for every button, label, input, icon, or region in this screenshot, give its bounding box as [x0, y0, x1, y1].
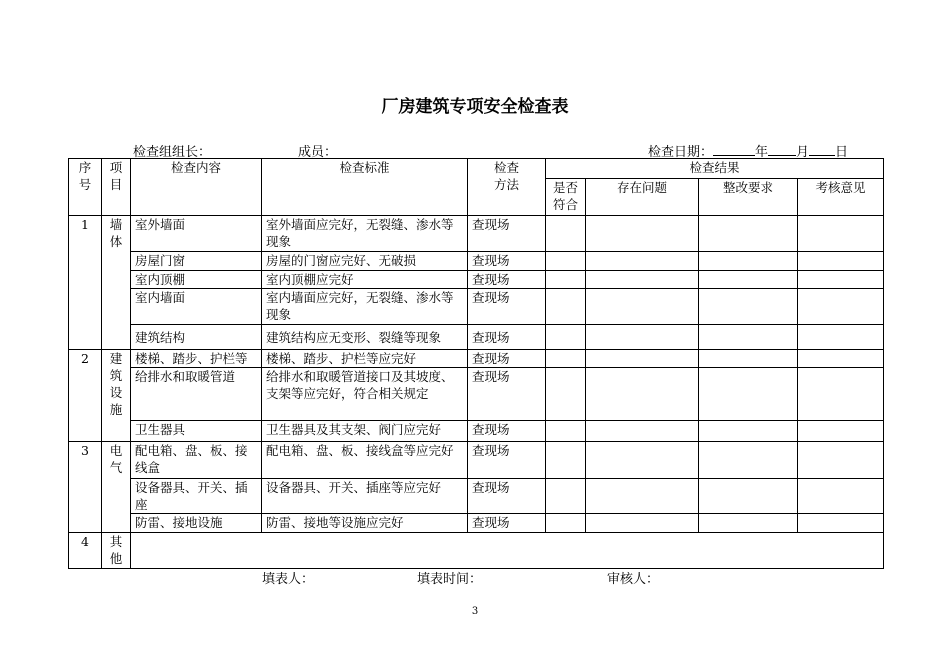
- table-row: [69, 514, 884, 533]
- check-content: 楼梯、踏步、护栏等: [131, 350, 262, 368]
- check-standard: 建筑结构应无变形、裂缝等现象: [262, 325, 468, 350]
- check-standard: 楼梯、踏步、护栏等应完好: [262, 350, 468, 368]
- rectify-cell[interactable]: [699, 479, 798, 514]
- col-header-rectify: 整改要求: [699, 179, 798, 216]
- opinion-cell[interactable]: [798, 252, 884, 271]
- check-standard: 房屋的门窗应完好、无破损: [262, 252, 468, 271]
- col-header-result: 检查结果: [546, 159, 884, 179]
- conform-cell[interactable]: [546, 216, 586, 252]
- col-header-content: 检查内容: [131, 159, 262, 216]
- leader-label: 检查组组长：: [133, 145, 212, 160]
- day-blank: [809, 144, 835, 156]
- month-blank: [768, 144, 796, 156]
- col-header-item: 项目: [102, 159, 131, 216]
- check-method: 查现场: [468, 368, 546, 421]
- problem-cell[interactable]: [586, 442, 699, 479]
- conform-cell[interactable]: [546, 421, 586, 442]
- check-method: 查现场: [468, 479, 546, 514]
- check-method: 查现场: [468, 325, 546, 350]
- check-standard: 设备器具、开关、插座等应完好: [262, 479, 468, 514]
- check-standard: 室外墙面应完好，无裂缝、渗水等现象: [262, 216, 468, 252]
- table-row: [69, 368, 884, 421]
- conform-cell[interactable]: [546, 442, 586, 479]
- table-row: [69, 442, 884, 479]
- opinion-cell[interactable]: [798, 350, 884, 368]
- col-header-method: 检查方法: [468, 159, 546, 216]
- conform-cell[interactable]: [546, 514, 586, 533]
- rectify-cell[interactable]: [699, 421, 798, 442]
- document-title: 厂房建筑专项安全检查表: [381, 97, 569, 117]
- problem-cell[interactable]: [586, 421, 699, 442]
- check-content: 卫生器具: [131, 421, 262, 442]
- check-method: 查现场: [468, 421, 546, 442]
- check-standard: 室内顶棚应完好: [262, 271, 468, 289]
- rectify-cell[interactable]: [699, 271, 798, 289]
- check-method: 查现场: [468, 350, 546, 368]
- conform-cell[interactable]: [546, 289, 586, 325]
- month-label: 月: [796, 145, 810, 160]
- date-label: 检查日期：: [648, 145, 714, 160]
- problem-cell[interactable]: [586, 271, 699, 289]
- check-content: 给排水和取暖管道: [131, 368, 262, 421]
- day-label: 日: [835, 145, 849, 160]
- opinion-cell[interactable]: [798, 289, 884, 325]
- inspection-table: [68, 158, 884, 569]
- rectify-cell[interactable]: [699, 216, 798, 252]
- group-seq: 4: [69, 533, 102, 569]
- table-row: [69, 421, 884, 442]
- rectify-cell[interactable]: [699, 442, 798, 479]
- group-item: 建筑设施: [102, 350, 131, 442]
- table-row: [69, 216, 884, 252]
- conform-cell[interactable]: [546, 368, 586, 421]
- check-content: 室内墙面: [131, 289, 262, 325]
- table-row: [69, 533, 884, 569]
- group-seq: 2: [69, 350, 102, 442]
- check-method: 查现场: [468, 252, 546, 271]
- group-item: 墙体: [102, 216, 131, 350]
- check-standard: 防雷、接地等设施应完好: [262, 514, 468, 533]
- rectify-cell[interactable]: [699, 325, 798, 350]
- check-content: 配电箱、盘、板、接线盒: [131, 442, 262, 479]
- year-label: 年: [755, 145, 769, 160]
- table-row: [69, 252, 884, 271]
- filler-label: 填表人：: [262, 572, 315, 587]
- check-content: 建筑结构: [131, 325, 262, 350]
- opinion-cell[interactable]: [798, 325, 884, 350]
- problem-cell[interactable]: [586, 368, 699, 421]
- opinion-cell[interactable]: [798, 479, 884, 514]
- problem-cell[interactable]: [586, 514, 699, 533]
- table-row: [69, 289, 884, 325]
- opinion-cell[interactable]: [798, 514, 884, 533]
- opinion-cell[interactable]: [798, 216, 884, 252]
- problem-cell[interactable]: [586, 289, 699, 325]
- problem-cell[interactable]: [586, 252, 699, 271]
- problem-cell[interactable]: [586, 216, 699, 252]
- reviewer-label: 审核人：: [607, 572, 660, 587]
- group-item: 电气: [102, 442, 131, 533]
- check-standard: 室内墙面应完好，无裂缝、渗水等现象: [262, 289, 468, 325]
- check-content: 设备器具、开关、插座: [131, 479, 262, 514]
- conform-cell[interactable]: [546, 325, 586, 350]
- col-header-standard: 检查标准: [262, 159, 468, 216]
- conform-cell[interactable]: [546, 350, 586, 368]
- check-content: 室外墙面: [131, 216, 262, 252]
- rectify-cell[interactable]: [699, 289, 798, 325]
- rectify-cell[interactable]: [699, 252, 798, 271]
- group-seq: 3: [69, 442, 102, 533]
- opinion-cell[interactable]: [798, 421, 884, 442]
- check-standard: 给排水和取暖管道接口及其坡度、支架等应完好，符合相关规定: [262, 368, 468, 421]
- check-content: 室内顶棚: [131, 271, 262, 289]
- conform-cell[interactable]: [546, 271, 586, 289]
- problem-cell[interactable]: [586, 325, 699, 350]
- opinion-cell[interactable]: [798, 271, 884, 289]
- check-method: 查现场: [468, 216, 546, 252]
- table-row: [69, 271, 884, 289]
- year-blank: [713, 144, 755, 156]
- group-item: 其他: [102, 533, 131, 569]
- page-number: 3: [471, 606, 479, 617]
- check-method: 查现场: [468, 271, 546, 289]
- rectify-cell[interactable]: [699, 368, 798, 421]
- check-content: 防雷、接地设施: [131, 514, 262, 533]
- col-header-conform: 是否符合: [546, 179, 586, 216]
- col-header-opinion: 考核意见: [798, 179, 884, 216]
- members-label: 成员：: [298, 145, 338, 160]
- table-row: [69, 479, 884, 514]
- check-standard: 卫生器具及其支架、阀门应完好: [262, 421, 468, 442]
- check-content: 房屋门窗: [131, 252, 262, 271]
- col-header-seq: 序号: [69, 159, 102, 216]
- table-row: [69, 350, 884, 368]
- fill-time-label: 填表时间：: [417, 572, 483, 587]
- check-method: 查现场: [468, 514, 546, 533]
- conform-cell[interactable]: [546, 252, 586, 271]
- table-row: [69, 325, 884, 350]
- check-method: 查现场: [468, 289, 546, 325]
- problem-cell[interactable]: [586, 479, 699, 514]
- opinion-cell[interactable]: [798, 368, 884, 421]
- opinion-cell[interactable]: [798, 442, 884, 479]
- check-method: 查现场: [468, 442, 546, 479]
- check-standard: 配电箱、盘、板、接线盒等应完好: [262, 442, 468, 479]
- rectify-cell[interactable]: [699, 514, 798, 533]
- problem-cell[interactable]: [586, 350, 699, 368]
- other-notes-cell[interactable]: [131, 533, 884, 569]
- col-header-problem: 存在问题: [586, 179, 699, 216]
- conform-cell[interactable]: [546, 479, 586, 514]
- group-seq: 1: [69, 216, 102, 350]
- rectify-cell[interactable]: [699, 350, 798, 368]
